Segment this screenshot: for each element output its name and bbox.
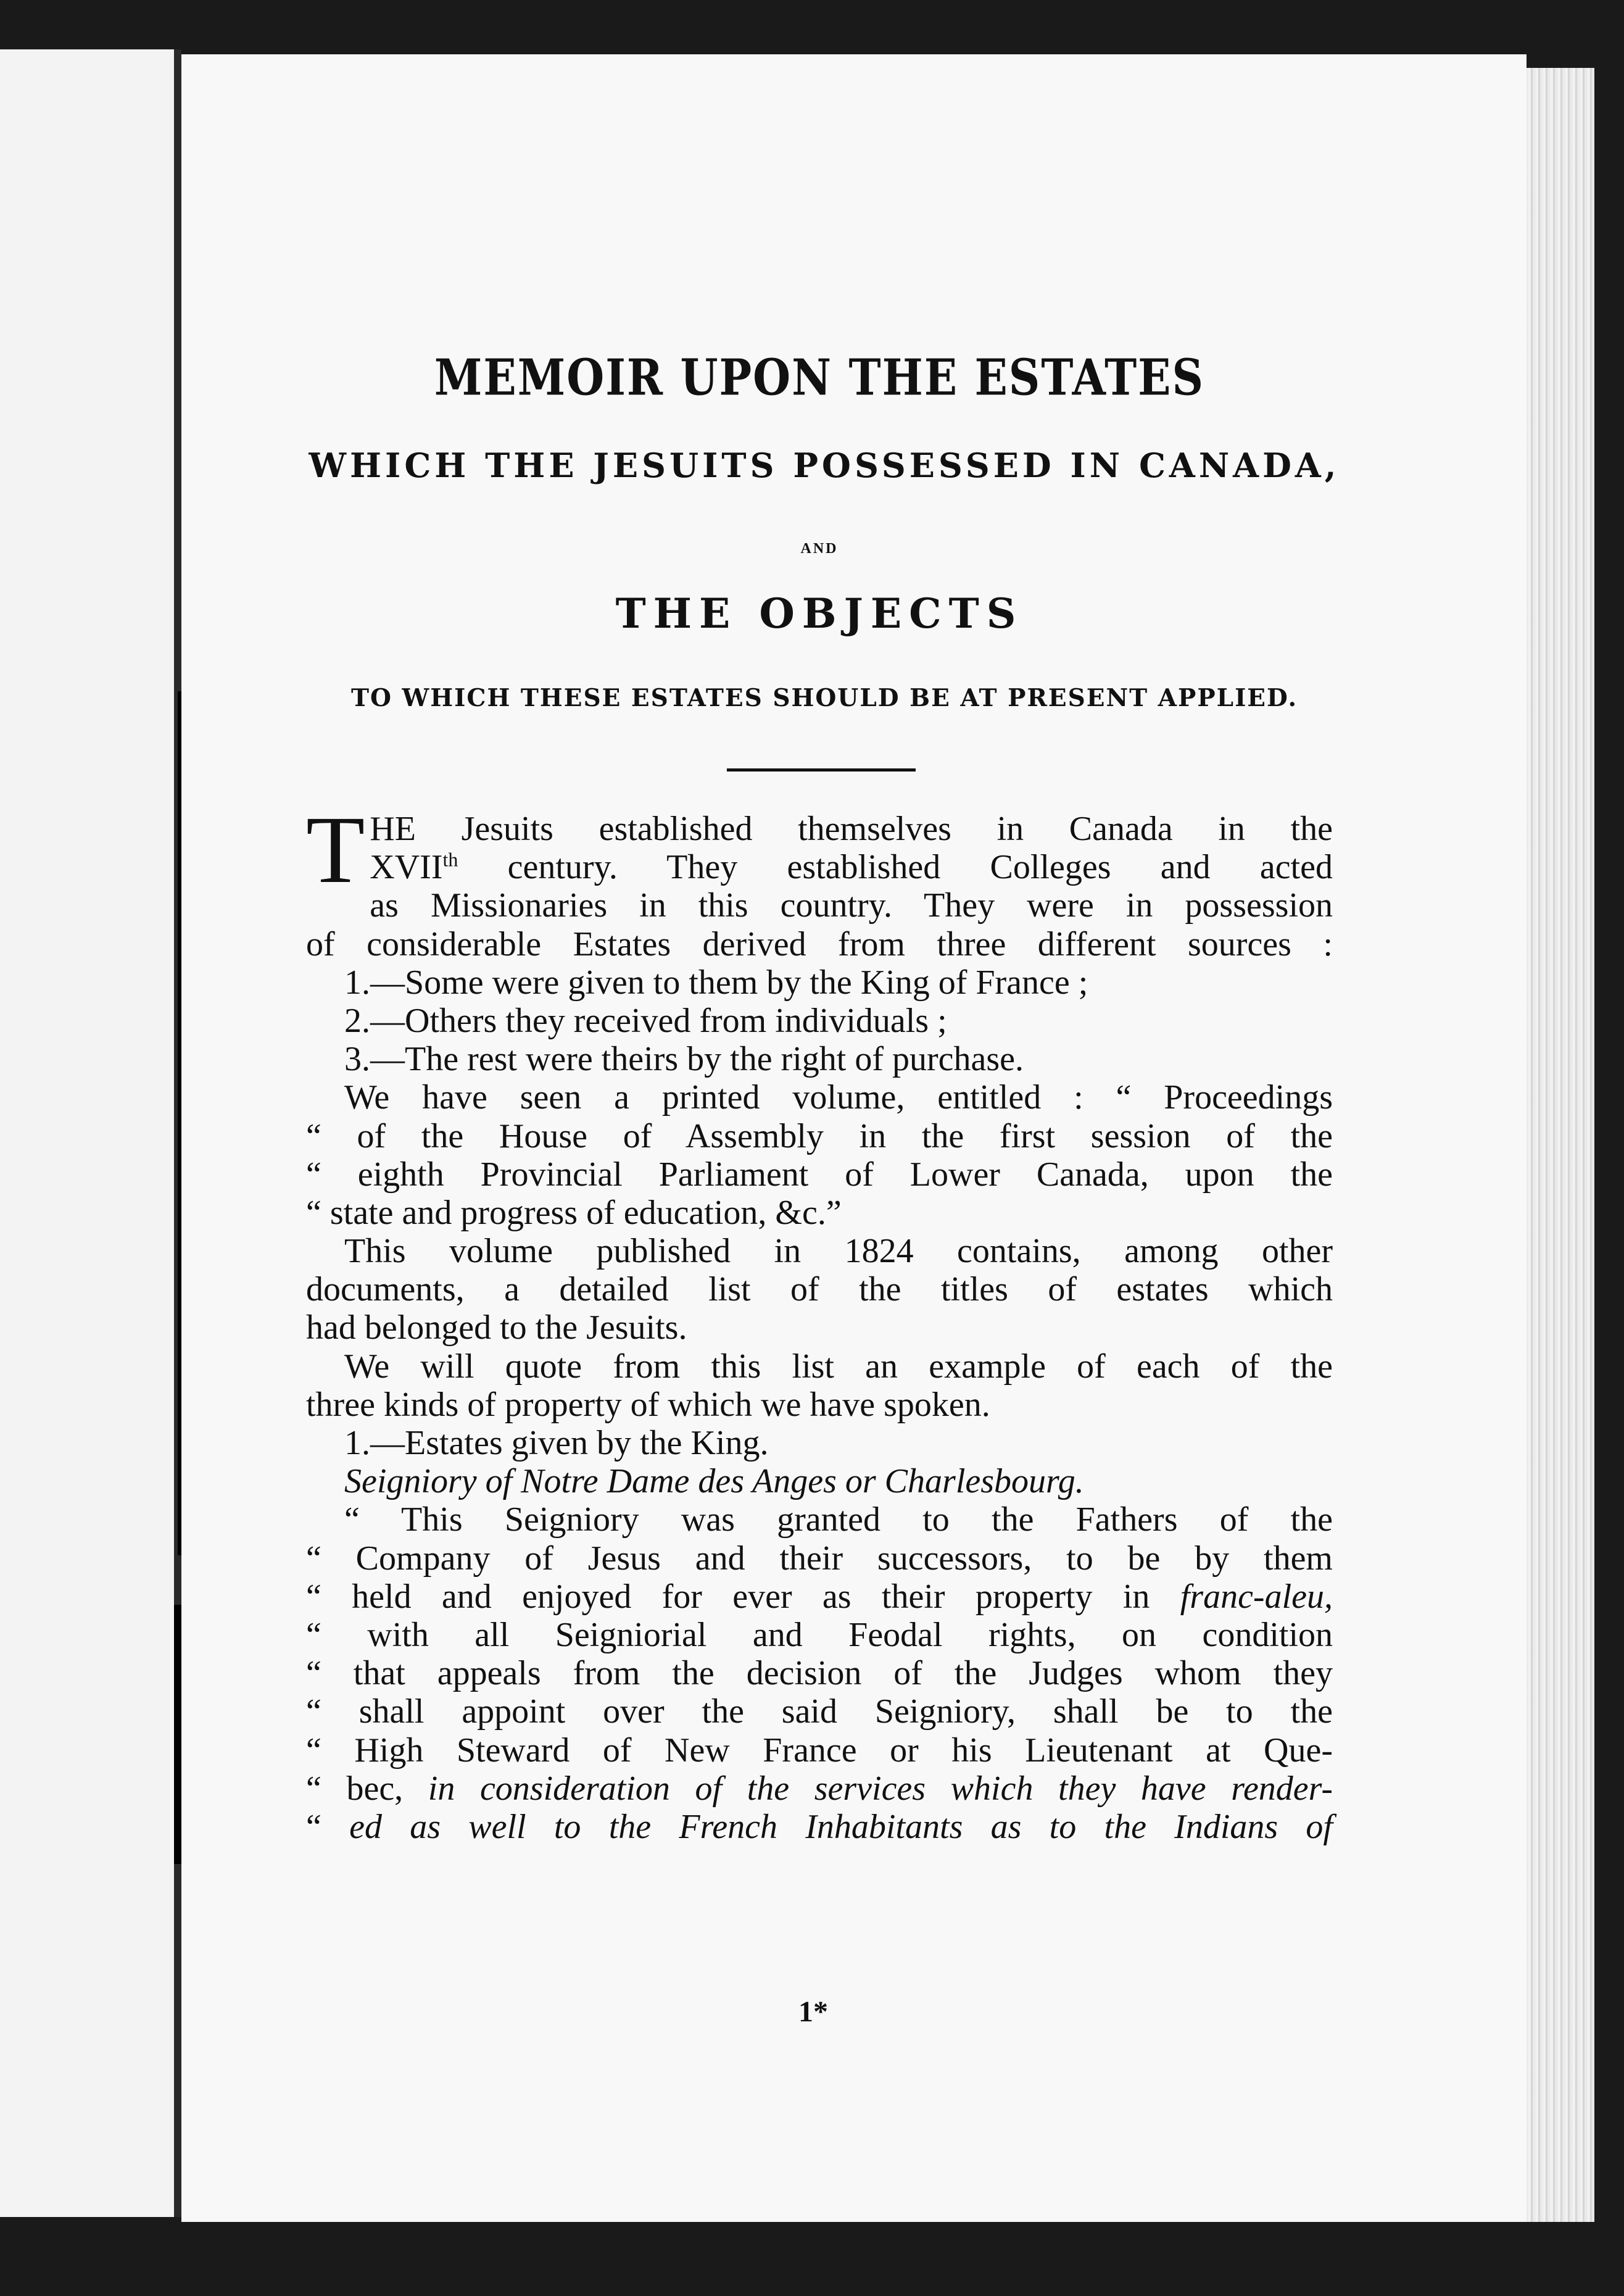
list-item: 3.—The rest were theirs by the right of purchase. (344, 1040, 1024, 1079)
text-line: of considerable Estates derived from three different sources : (306, 925, 1333, 963)
drop-cap: T (306, 796, 365, 903)
text-span: century. They established Colleges and acted (458, 848, 1333, 887)
title-line-3: THE OBJECTS (615, 589, 1024, 638)
quote-line (306, 1808, 1333, 1846)
title-divider-rule (727, 768, 916, 772)
title-line-2: WHICH THE JESUITS POSSESSED IN CANADA, (309, 446, 1340, 485)
text-span: “ bec, (306, 1769, 428, 1808)
text-span: “ (306, 1807, 350, 1846)
text-line: three kinds of property of which we have spoken. (306, 1385, 990, 1424)
quote-line: “ with all Seigniorial and Feodal rights, on condition (306, 1615, 1333, 1654)
facing-page (0, 49, 174, 2217)
text-line (306, 848, 1333, 886)
text-line: “ eighth Provincial Parliament of Lower Canada, upon the (306, 1155, 1333, 1194)
text-span: “ held and enjoyed for ever as their property in (306, 1577, 1180, 1616)
title-conjunction: AND (800, 541, 839, 557)
quote-line: “ Company of Jesus and their successors, to be by them (306, 1539, 1333, 1578)
superscript: th (442, 848, 458, 871)
page-title: MEMOIR UPON THE ESTATES (434, 347, 1205, 407)
title-line-4: TO WHICH THESE ESTATES SHOULD BE AT PRESENT APPLIED. (350, 684, 1298, 712)
page-number: 1* (798, 1995, 828, 2028)
text-line: We have seen a printed volume, entitled : “ Proceedings (344, 1078, 1333, 1117)
text-line: “ state and progress of education, &c.” (306, 1193, 842, 1232)
section-subheading: Seigniory of Notre Dame des Anges or Charlesbourg. (344, 1462, 1084, 1501)
text-line: “ of the House of Assembly in the first session of the (306, 1117, 1333, 1155)
quote-line (306, 1770, 1333, 1808)
text-line: documents, a detailed list of the titles of estates which (306, 1270, 1333, 1309)
text-line: This volume published in 1824 contains, among other (344, 1232, 1333, 1271)
text-line: HE Jesuits established themselves in Canada in the (370, 810, 1333, 848)
text-line: We will quote from this list an example of each of the (344, 1347, 1333, 1386)
text-line: as Missionaries in this country. They were in possession (370, 886, 1333, 925)
quote-line: “ shall appoint over the said Seigniory, shall be to the (306, 1692, 1333, 1731)
italic-span: in consideration of the services which they have render- (428, 1769, 1333, 1808)
italic-span: ed as well to the French Inhabitants as to the Indians of (349, 1807, 1333, 1846)
body-text (306, 796, 1333, 1846)
page-edges (1527, 68, 1594, 2222)
list-item: 2.—Others they received from individuals ; (344, 1001, 947, 1040)
quote-line: “ High Steward of New France or his Lieutenant at Que- (306, 1731, 1333, 1770)
quote-line: “ This Seigniory was granted to the Fathers of the (344, 1500, 1333, 1539)
quote-line (306, 1578, 1333, 1616)
quote-line: “ that appeals from the decision of the Judges whom they (306, 1654, 1333, 1693)
section-heading: 1.—Estates given by the King. (344, 1424, 769, 1462)
century-numeral: XVII (370, 848, 443, 887)
list-item: 1.—Some were given to them by the King of France ; (344, 963, 1088, 1002)
italic-term: franc-aleu, (1180, 1577, 1333, 1616)
text-line: had belonged to the Jesuits. (306, 1308, 687, 1347)
